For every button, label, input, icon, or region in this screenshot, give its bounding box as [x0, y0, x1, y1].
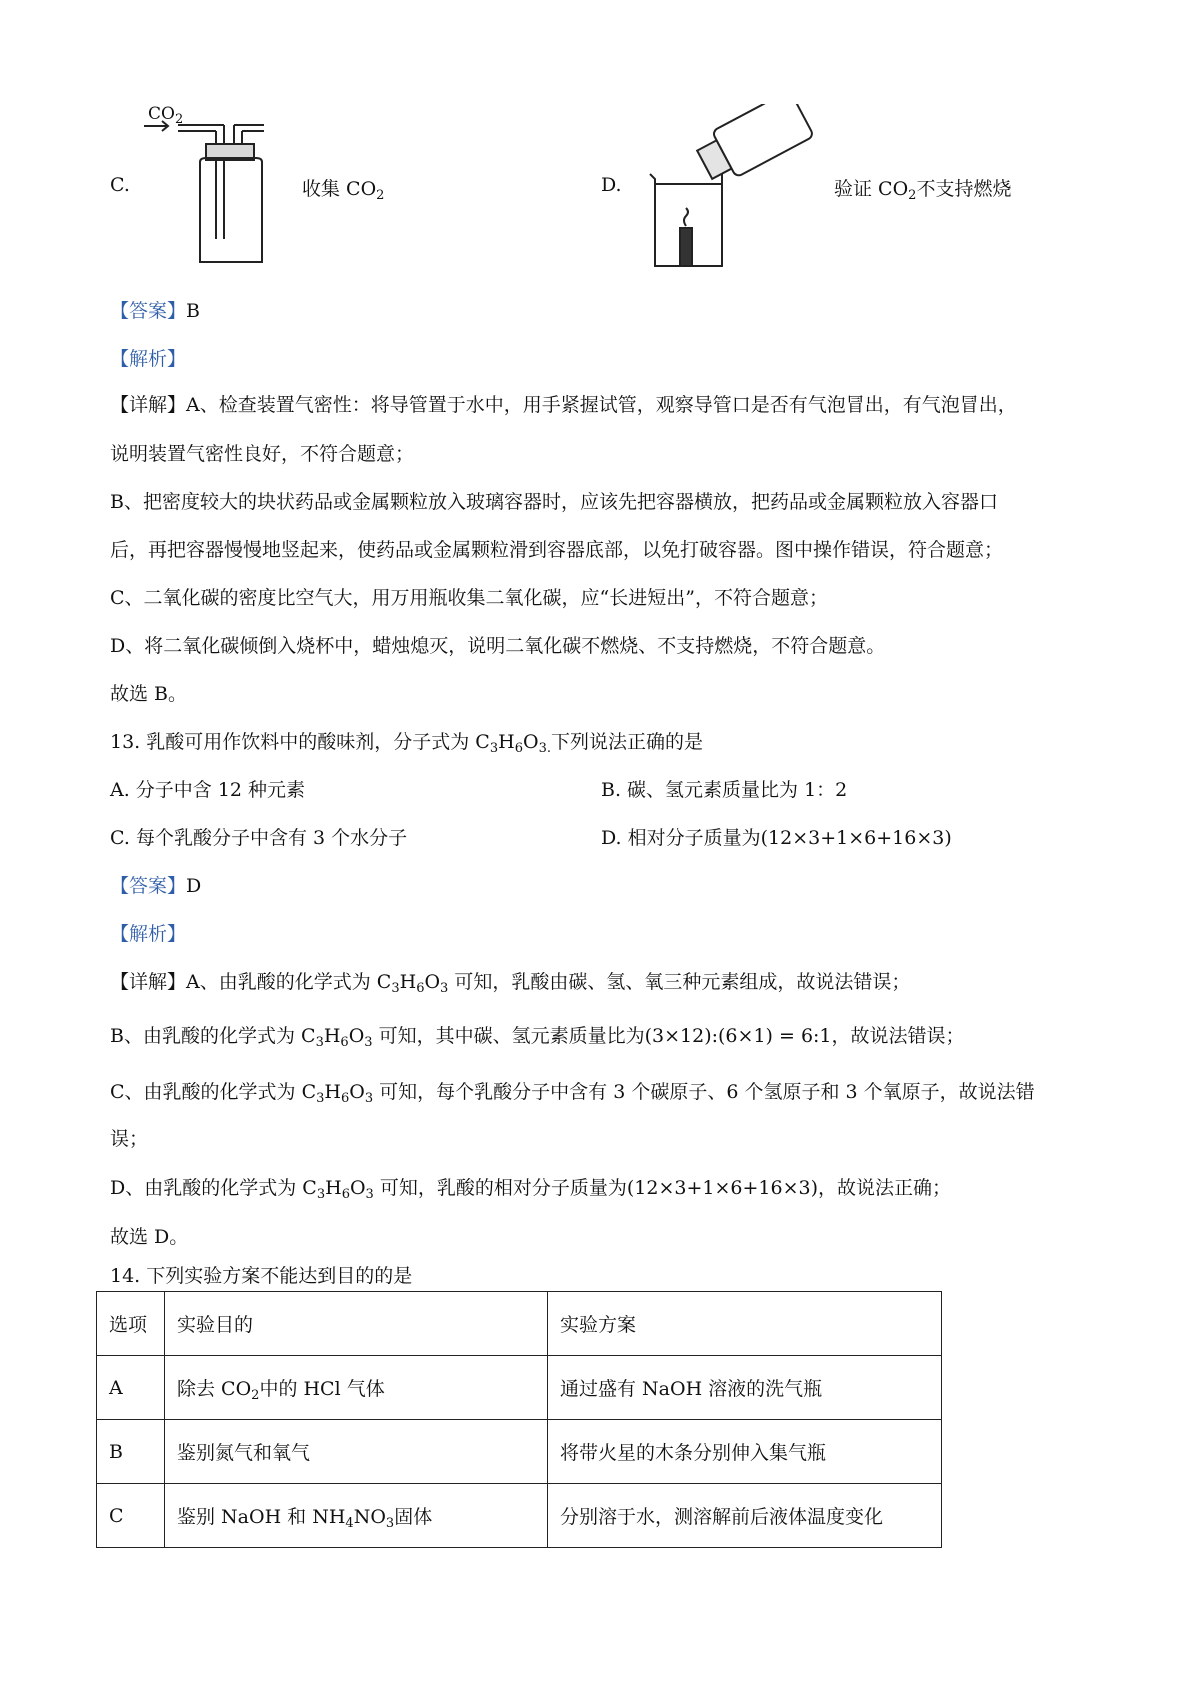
q13-option-d: D. 相对分子质量为(12×3+1×6+16×3) — [601, 827, 952, 849]
q13-conclusion: 故选 D。 — [110, 1226, 189, 1248]
table-row — [97, 1484, 942, 1548]
row-purpose: 鉴别 NaOH 和 $NH_4NO_3$固体 — [165, 1484, 548, 1548]
q14-stem: 14. 下列实验方案不能达到目的的是 — [110, 1265, 413, 1287]
q12-answer: 【答案】B — [110, 300, 200, 322]
row-plan: 将带火星的木条分别伸入集气瓶 — [548, 1420, 942, 1484]
row-option: B — [97, 1420, 165, 1484]
option-c-caption: 收集 $CO_2$ — [302, 178, 385, 203]
q13-option-a: A. 分子中含 12 种元素 — [110, 779, 306, 801]
table-row — [97, 1356, 942, 1420]
experiment-table — [96, 1291, 942, 1548]
beaker-candle-figure — [638, 104, 818, 269]
q13-detail-b: B、由乳酸的化学式为 $C_3H_6O_3$ 可知，其中碳、氢元素质量比为(3×12):(6×1) = 6:1，故说法错误； — [110, 1025, 965, 1050]
q12-detail-a-line2: 说明装置气密性良好，不符合题意； — [110, 443, 415, 465]
header-purpose: 实验目的 — [165, 1292, 548, 1356]
header-option: 选项 — [97, 1292, 165, 1356]
q12-detail-d: D、将二氧化碳倾倒入烧杯中，蜡烛熄灭，说明二氧化碳不燃烧、不支持燃烧，不符合题意。 — [110, 635, 886, 657]
row-purpose: 除去 $CO_2$中的 HCl 气体 — [165, 1356, 548, 1420]
row-option: C — [97, 1484, 165, 1548]
q13-answer: 【答案】D — [110, 875, 202, 897]
q13-detail-c-line2: 误； — [110, 1128, 149, 1150]
q12-analysis-tag: 【解析】 — [110, 348, 187, 370]
gas-label-co2: $CO_2$ — [148, 104, 184, 127]
row-plan: 分别溶于水，测溶解前后液体温度变化 — [548, 1484, 942, 1548]
q12-conclusion: 故选 B。 — [110, 683, 188, 705]
option-d-caption: 验证 $CO_2$不支持燃烧 — [834, 178, 1012, 203]
q12-detail-c: C、二氧化碳的密度比空气大，用万用瓶收集二氧化碳，应“长进短出”，不符合题意； — [110, 587, 828, 609]
option-d-letter: D. — [601, 174, 622, 196]
q13-option-c: C. 每个乳酸分子中含有 3 个水分子 — [110, 827, 408, 849]
row-plan: 通过盛有 NaOH 溶液的洗气瓶 — [548, 1356, 942, 1420]
row-option: A — [97, 1356, 165, 1420]
table-header-row — [97, 1292, 942, 1356]
q13-detail-d: D、由乳酸的化学式为 $C_3H_6O_3$ 可知，乳酸的相对分子质量为(12×3+1×6+16×3)，故说法正确； — [110, 1177, 952, 1202]
option-c-letter: C. — [110, 174, 130, 196]
table-row — [97, 1420, 942, 1484]
q12-detail-a-line1: 【详解】A、检查装置气密性：将导管置于水中，用手紧握试管，观察导管口是否有气泡冒出，有气泡冒出， — [110, 394, 1017, 416]
q13-stem: 13. 乳酸可用作饮料中的酸味剂，分子式为 $C_3H_6O_{3.}$下列说法正确的是 — [110, 731, 703, 756]
q13-option-b: B. 碳、氢元素质量比为 1：2 — [601, 779, 848, 801]
q13-detail-c-line1: C、由乳酸的化学式为 $C_3H_6O_3$ 可知，每个乳酸分子中含有 3 个碳原子、6 个氢原子和 3 个氧原子，故说法错 — [110, 1081, 1035, 1106]
row-purpose: 鉴别氮气和氧气 — [165, 1420, 548, 1484]
q13-detail-a: 【详解】A、由乳酸的化学式为 $C_3H_6O_3$ 可知，乳酸由碳、氢、氧三种元素组成，故说法错误； — [110, 971, 911, 996]
q12-detail-b-line1: B、把密度较大的块状药品或金属颗粒放入玻璃容器时，应该先把容器横放，把药品或金属颗粒放入容器口 — [110, 491, 998, 513]
q12-detail-b-line2: 后，再把容器慢慢地竖起来，使药品或金属颗粒滑到容器底部，以免打破容器。图中操作错误，符合题意； — [110, 539, 1004, 561]
header-plan: 实验方案 — [548, 1292, 942, 1356]
q13-analysis-tag: 【解析】 — [110, 923, 187, 945]
